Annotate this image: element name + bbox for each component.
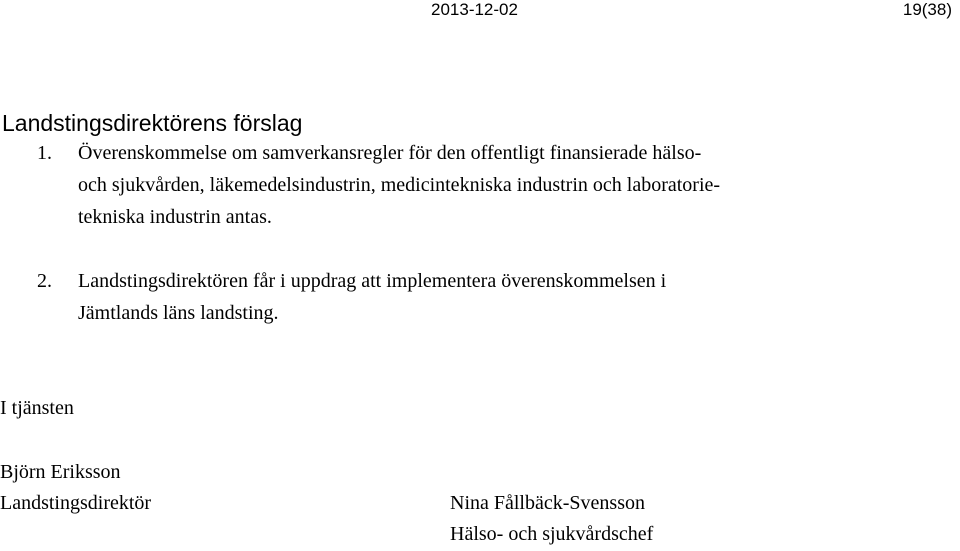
proposal-line: Överenskommelse om samverkansregler för den offentligt finansierade hälso- [78, 142, 702, 164]
proposal-number: 1. [37, 142, 52, 164]
document-title: Landstingsdirektörens förslag [2, 110, 303, 136]
proposal-line: Jämtlands läns landsting. [78, 302, 279, 324]
closing-phrase: I tjänsten [0, 397, 74, 419]
proposal-number: 2. [37, 270, 52, 292]
signatory-role: Hälso- och sjukvårdschef [450, 523, 654, 545]
page-number: 19(38) [902, 0, 952, 19]
proposal-line: tekniska industrin antas. [78, 206, 272, 228]
proposal-line: och sjukvården, läkemedelsindustrin, medicintekniska industrin och laboratorie- [78, 174, 721, 196]
signatory-role: Landstingsdirektör [0, 492, 152, 514]
header-date: 2013-12-02 [431, 0, 518, 19]
signatory-name: Björn Eriksson [0, 461, 121, 483]
signatory-name: Nina Fållbäck-Svensson [450, 492, 645, 514]
proposal-line: Landstingsdirektören får i uppdrag att implementera överenskommelsen i [78, 270, 667, 292]
